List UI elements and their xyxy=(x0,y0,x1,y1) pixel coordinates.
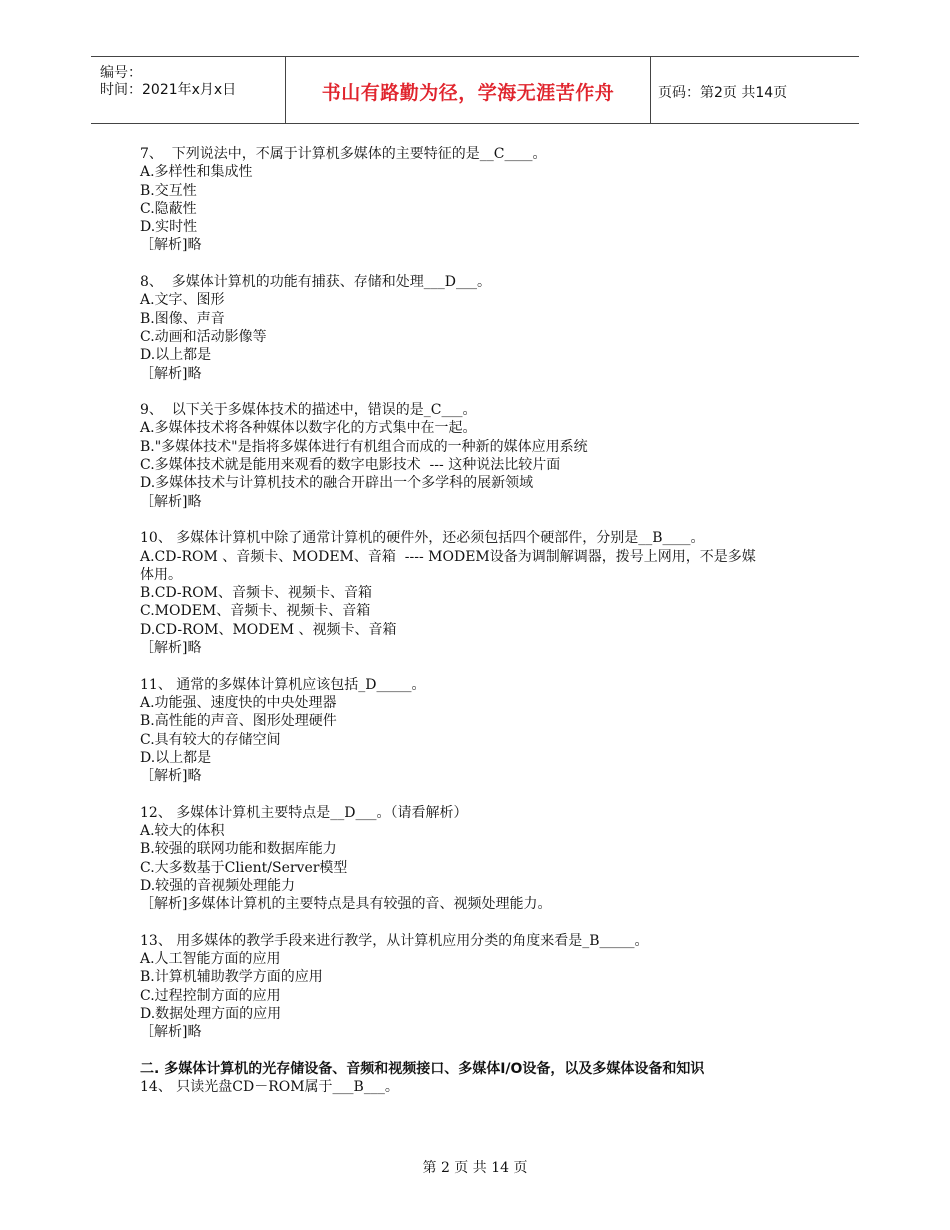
question-stem: 7、 下列说法中，不属于计算机多媒体的主要特征的是__C____。 xyxy=(140,146,547,162)
answer-line: B.图像、声音 xyxy=(140,310,225,327)
paragraph-gap xyxy=(140,1042,830,1060)
answer-line: D.以上都是 xyxy=(140,347,212,364)
answer-line: D.较强的音视频处理能力 xyxy=(140,877,296,894)
question-stem: 10、 多媒体计算机中除了通常计算机的硬件外，还必须包括四个硬部件，分别是__B____。 xyxy=(140,530,705,547)
answer-line: A.文字、图形 xyxy=(140,292,225,309)
document-date: 时间：2021年x月x日 xyxy=(100,82,237,98)
answer-line: D.数据处理方面的应用 xyxy=(140,1005,282,1022)
answer-line: B.CD-ROM、音频卡、视频卡、音箱 xyxy=(140,585,373,602)
answer-line: 体用。 xyxy=(140,566,182,583)
paragraph-gap xyxy=(140,383,830,401)
document-number-label: 编号： xyxy=(100,65,142,81)
answer-line: C.多媒体技术就是能用来观看的数字电影技术 --- 这种说法比较片面 xyxy=(140,457,561,474)
paragraph-gap xyxy=(140,255,830,273)
question-stem: 11、 通常的多媒体计算机应该包括_D_____。 xyxy=(140,676,426,693)
answer-line: B.交互性 xyxy=(140,182,197,199)
question-stem: 14、 只读光盘CD－ROM属于___B___。 xyxy=(140,1079,399,1096)
answer-line: C.MODEM、音频卡、视频卡、音箱 xyxy=(140,603,371,620)
paragraph-gap xyxy=(140,913,830,931)
answer-line: B.计算机辅助教学方面的应用 xyxy=(140,969,323,986)
answer-line: ［解析]略 xyxy=(140,493,202,510)
answer-line: A.人工智能方面的应用 xyxy=(140,951,281,968)
answer-line: A.多样性和集成性 xyxy=(140,164,253,181)
answer-line: D.多媒体技术与计算机技术的融合开辟出一个多学科的展新领域 xyxy=(140,475,534,492)
paragraph-gap xyxy=(140,785,830,803)
answer-line: C.动画和活动影像等 xyxy=(140,328,267,345)
question-stem: 13、 用多媒体的教学手段来进行教学，从计算机应用分类的角度来看是_B_____。 xyxy=(140,932,649,949)
answer-line: C.隐蔽性 xyxy=(140,200,197,217)
answer-line: A.CD-ROM 、音频卡、MODEM、音箱 ---- MODEM设备为调制解调器，拨号上网用，不是多媒 xyxy=(140,548,756,565)
answer-line: B."多媒体技术"是指将多媒体进行有机组合而成的一种新的媒体应用系统 xyxy=(140,438,588,455)
answer-line: C.具有较大的存储空间 xyxy=(140,731,281,748)
answer-line: ［解析]多媒体计算机的主要特点是具有较强的音、视频处理能力。 xyxy=(140,896,552,913)
answer-line: ［解析]略 xyxy=(140,1024,202,1041)
answer-line: A.较大的体积 xyxy=(140,822,225,839)
paragraph-gap xyxy=(140,657,830,675)
answer-line: D.实时性 xyxy=(140,219,198,236)
question-stem: 8、 多媒体计算机的功能有捕获、存储和处理___D___。 xyxy=(140,274,492,291)
header-page-cell xyxy=(650,57,859,123)
header-meta-cell xyxy=(91,57,285,123)
page-footer: 第 2 页 共 14 页 xyxy=(422,1160,528,1176)
answer-line: C.大多数基于Client/Server模型 xyxy=(140,859,348,876)
question-stem: 9、 以下关于多媒体技术的描述中，错误的是_C___。 xyxy=(140,402,477,419)
answer-line: ［解析]略 xyxy=(140,768,202,785)
header-page-info: 页码：第2页 共14页 xyxy=(658,85,788,101)
answer-line: A.功能强、速度快的中央处理器 xyxy=(140,694,337,711)
answer-line: C.过程控制方面的应用 xyxy=(140,987,281,1004)
paragraph-gap xyxy=(140,511,830,529)
header-motto: 书山有路勤为径，学海无涯苦作舟 xyxy=(321,82,615,104)
answer-line: ［解析]略 xyxy=(140,237,202,254)
answer-line: ［解析]略 xyxy=(140,640,202,657)
section-heading: 二. 多媒体计算机的光存储设备、音频和视频接口、多媒体I/O设备，以及多媒体设备和知识 xyxy=(140,1060,705,1077)
page-header xyxy=(91,56,859,124)
question-stem: 12、 多媒体计算机主要特点是__D___。（请看解析） xyxy=(140,804,468,821)
document-body xyxy=(140,145,830,1096)
answer-line: B.较强的联网功能和数据库能力 xyxy=(140,841,337,858)
header-motto-cell xyxy=(285,57,651,123)
answer-line: B.高性能的声音、图形处理硬件 xyxy=(140,713,337,730)
answer-line: ［解析]略 xyxy=(140,365,202,382)
answer-line: D.以上都是 xyxy=(140,749,212,766)
answer-line: A.多媒体技术将各种媒体以数字化的方式集中在一起。 xyxy=(140,420,477,437)
answer-line: D.CD-ROM、MODEM 、视频卡、音箱 xyxy=(140,621,397,638)
